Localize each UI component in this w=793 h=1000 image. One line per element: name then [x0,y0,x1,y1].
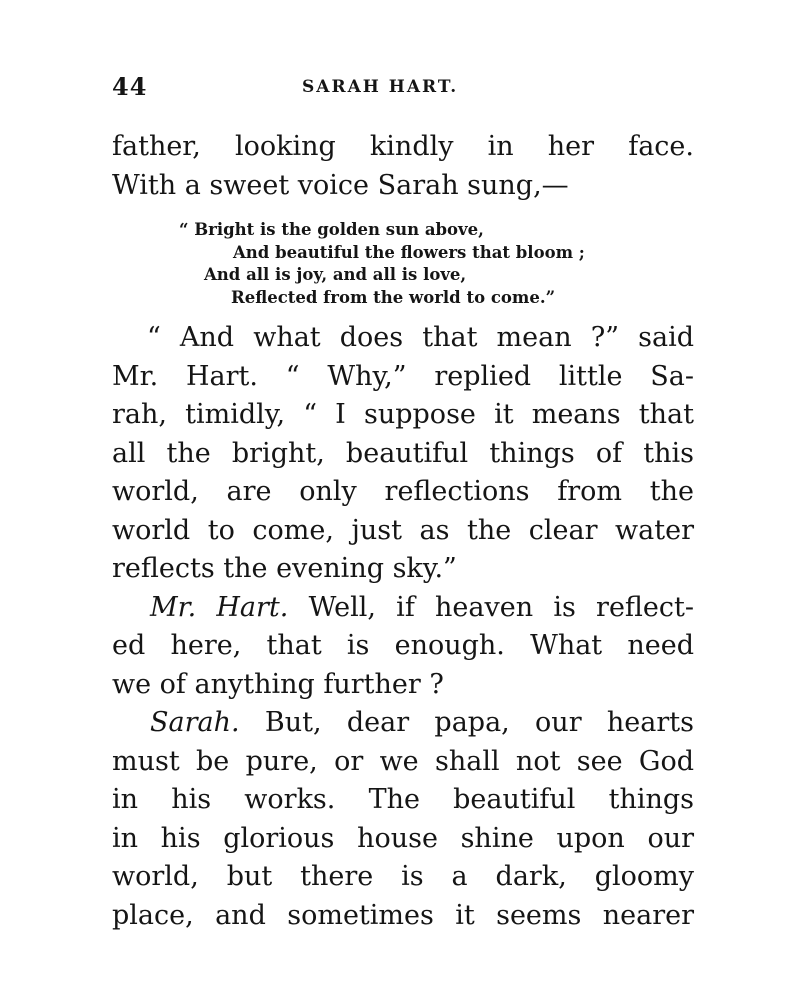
poem-line: “ Bright is the golden sun above, [179,220,484,239]
paragraph-mr-hart [112,589,694,705]
paragraph-dialogue [112,319,694,589]
text-line: world, are only reflections from the [112,476,694,507]
text-line [112,704,694,743]
text-line: place, and sometimes it seems nearer [112,899,694,931]
running-title: SARAH HART. [302,77,459,97]
poem-line: And beautiful the flowers that bloom ; [233,242,585,262]
text-line: world to come, just as the clear water [112,514,694,546]
text-line: in his works. The beautiful things [112,784,694,815]
text-line [112,589,694,628]
text-line: reflects the evening sky.” [112,553,457,584]
text-line: must be pure, or we shall not see God [112,745,694,777]
speaker-name: Mr. Hart. [150,591,289,623]
speaker-name: Sarah. [150,707,240,738]
intro-paragraph [112,128,694,205]
line-text: But, dear papa, our hearts [239,707,694,738]
paragraph-sarah [112,704,694,935]
text-line: all the bright, beautiful things of this [112,437,694,469]
text-line: Mr. Hart. “ Why,” replied little Sa- [112,360,694,392]
text-line: in his glorious house shine upon our [112,822,694,854]
line-text: Well, if heaven is reflect- [288,591,695,623]
text-line: With a sweet voice Sarah sung,— [112,169,569,201]
poem-line: Reflected from the world to come.” [231,287,556,307]
page-number: 44 [112,72,148,101]
poem-line: And all is joy, and all is love, [204,265,467,284]
text-line: we of anything further ? [112,668,444,700]
page-header [112,72,694,112]
text-line: father, looking kindly in her face. [112,131,694,162]
text-line: world, but there is a dark, gloomy [112,861,694,892]
text-line: rah, timidly, “ I suppose it means that [112,399,694,430]
text-line: “ And what does that mean ?” said [147,322,694,353]
book-page [112,72,694,935]
text-line: ed here, that is enough. What need [112,630,694,661]
poem-quote [112,219,694,309]
